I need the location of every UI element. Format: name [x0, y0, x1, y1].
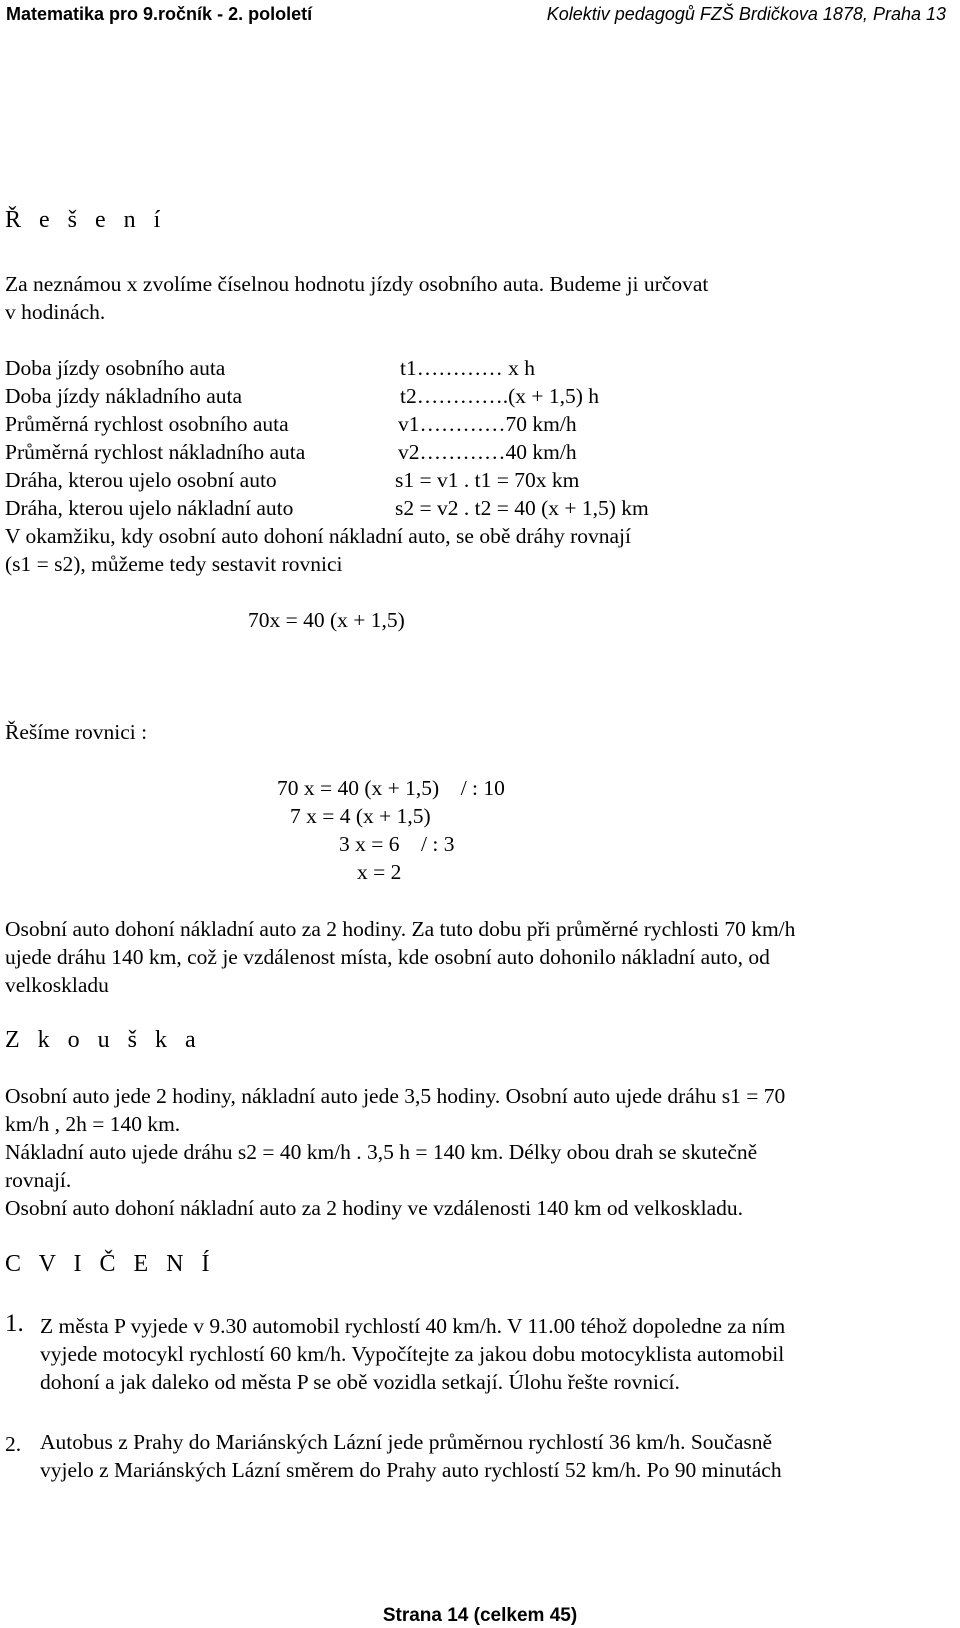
header-left: Matematika pro 9.ročník - 2. pololetí: [6, 4, 313, 24]
page-footer: Strana 14 (celkem 45): [382, 1605, 578, 1626]
result-line-2: ujede dráhu 140 km, což je vzdálenost místa, kde osobní auto dohonilo nákladní auto, od: [5, 945, 770, 969]
exercise-2-line-1: Autobus z Prahy do Mariánských Lázní jede průměrnou rychlostí 36 km/h. Současně: [40, 1430, 773, 1454]
table-value: s1 = v1 . t1 = 70x km: [395, 468, 580, 492]
exercise-1-number: 1.: [5, 1310, 24, 1337]
solution-step-1: 70 x = 40 (x + 1,5) / : 10: [277, 776, 505, 800]
solution-step-4: x = 2: [357, 860, 402, 884]
table-value: v2…………40 km/h: [398, 440, 577, 464]
table-label: Průměrná rychlost osobního auta: [5, 412, 289, 436]
main-equation: 70x = 40 (x + 1,5): [248, 608, 405, 632]
zkouska-line-1: Osobní auto jede 2 hodiny, nákladní auto jede 3,5 hodiny. Osobní auto ujede dráhu s1 = 70: [5, 1084, 786, 1108]
table-row: [5, 384, 600, 408]
solve-heading: Řešíme rovnici :: [5, 720, 148, 744]
table-label: Dráha, kterou ujelo nákladní auto: [5, 496, 294, 520]
table-row: [5, 356, 535, 380]
header-right: Kolektiv pedagogů FZŠ Brdičkova 1878, Praha 13: [546, 4, 946, 24]
table-label: Doba jízdy osobního auta: [5, 356, 226, 380]
zkouska-line-4: rovnají.: [5, 1168, 72, 1192]
exercise-2-number: 2.: [5, 1432, 22, 1456]
solution-step-3: 3 x = 6 / : 3: [339, 832, 455, 856]
result-line-3: velkoskladu: [5, 973, 109, 997]
table-value: t1………… x h: [400, 356, 535, 380]
intro-line-2: v hodinách.: [5, 300, 106, 324]
intro-line-1: Za neznámou x zvolíme číselnou hodnotu jízdy osobního auta. Budeme ji určovat: [5, 272, 709, 296]
table-label: Průměrná rychlost nákladního auta: [5, 440, 306, 464]
table-row: [5, 496, 649, 520]
zkouska-line-3: Nákladní auto ujede dráhu s2 = 40 km/h . 3,5 h = 140 km. Délky obou drah se skutečně: [5, 1140, 758, 1164]
moment-line-1: V okamžiku, kdy osobní auto dohoní nákladní auto, se obě dráhy rovnají: [5, 524, 631, 548]
exercise-1-line-2: vyjede motocykl rychlostí 60 km/h. Vypočítejte za jakou dobu motocyklista automobil: [40, 1342, 785, 1366]
table-value: s2 = v2 . t2 = 40 (x + 1,5) km: [395, 496, 649, 520]
exercise-1-line-3: dohoní a jak daleko od města P se obě vozidla setkají. Úlohu řešte rovnicí.: [40, 1370, 680, 1394]
table-row: [5, 412, 577, 436]
table-row: [5, 440, 577, 464]
table-row: [5, 468, 580, 492]
cviceni-heading: C V I Č E N Í: [5, 1251, 216, 1277]
reseni-heading: Ř e š e n í: [5, 207, 167, 233]
zkouska-line-5: Osobní auto dohoní nákladní auto za 2 hodiny ve vzdálenosti 140 km od velkoskladu.: [5, 1196, 744, 1220]
exercise-1-line-1: Z města P vyjede v 9.30 automobil rychlostí 40 km/h. V 11.00 téhož dopoledne za ním: [40, 1314, 786, 1338]
solution-step-2: 7 x = 4 (x + 1,5): [290, 804, 431, 828]
zkouska-line-2: km/h , 2h = 140 km.: [5, 1112, 181, 1136]
table-value: t2………….(x + 1,5) h: [400, 384, 600, 408]
zkouska-heading: Z k o u š k a: [5, 1027, 202, 1053]
moment-line-2: (s1 = s2), můžeme tedy sestavit rovnici: [5, 552, 343, 576]
table-label: Dráha, kterou ujelo osobní auto: [5, 468, 277, 492]
exercise-2-line-2: vyjelo z Mariánských Lázní směrem do Prahy auto rychlostí 52 km/h. Po 90 minutách: [40, 1458, 782, 1482]
table-value: v1…………70 km/h: [398, 412, 577, 436]
result-line-1: Osobní auto dohoní nákladní auto za 2 hodiny. Za tuto dobu při průměrné rychlosti 70 km/h: [5, 917, 796, 941]
table-label: Doba jízdy nákladního auta: [5, 384, 243, 408]
